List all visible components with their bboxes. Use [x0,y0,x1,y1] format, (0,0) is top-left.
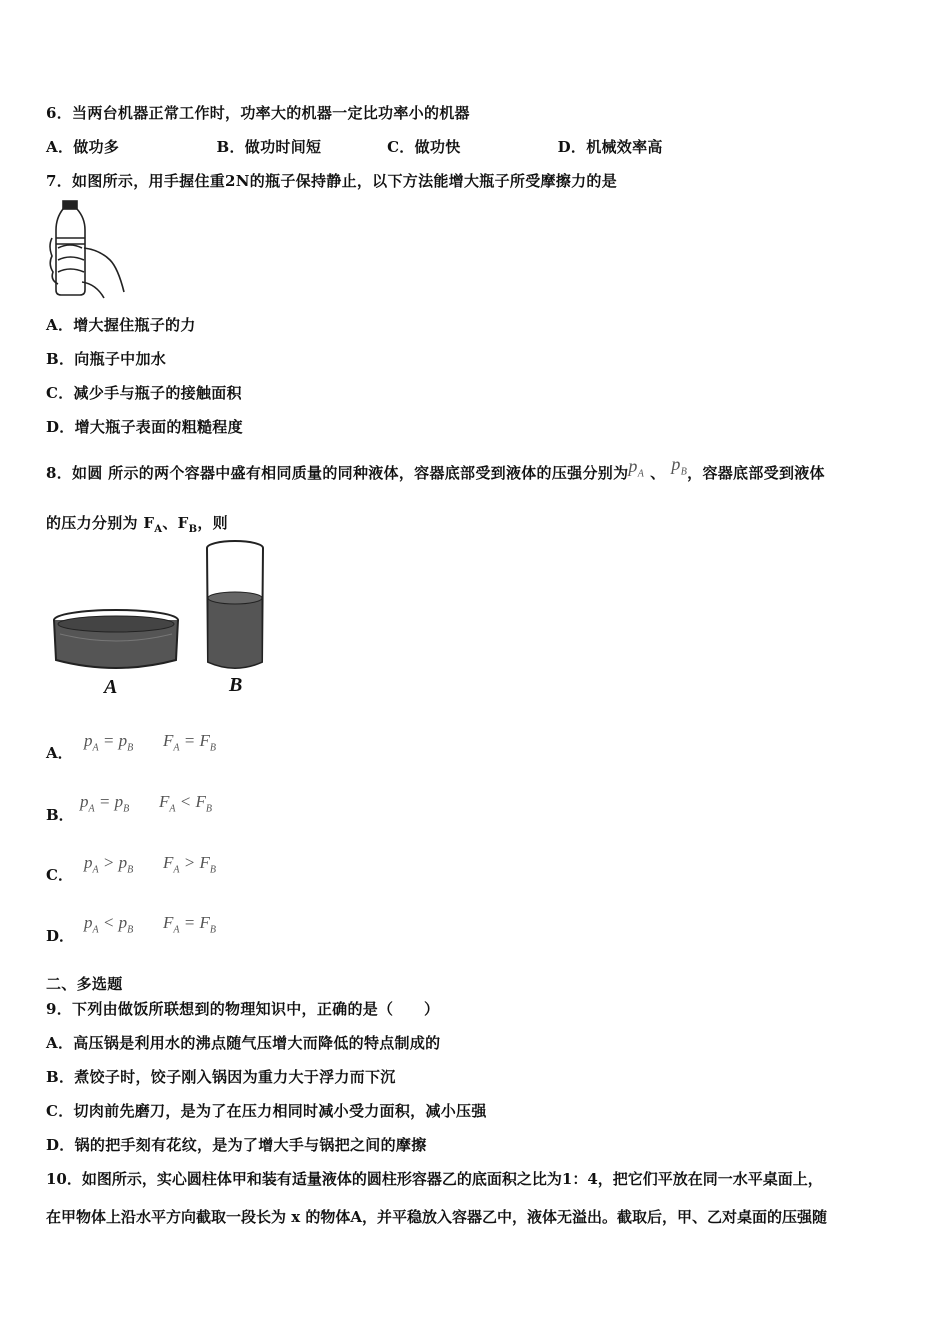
q9-option-c[interactable]: C．切肉前先磨刀，是为了在压力相同时减小受力面积，减小压强 [46,1102,487,1120]
q9-option-a[interactable]: A．高压锅是利用水的沸点随气压增大而降低的特点制成的 [46,1034,441,1052]
q6-options [46,136,663,157]
container-a-label: A [104,676,118,698]
container-a-figure [50,604,182,674]
pb-symbol: $p_B$ [671,454,688,478]
q8-stem: 8．如圆 所示的两个容器中盛有相同质量的同种液体，容器底部受到液体的压强分别为$p_A$ 、 $p_B$，容器底部受到液体 [46,454,825,482]
q8-option-d-math: $p_A < p_B$ $F_A = F_B$ [84,913,216,936]
pa-symbol: $p_A$ [628,456,645,480]
q9-option-b[interactable]: B．煮饺子时，饺子刚入锅因为重力大于浮力而下沉 [46,1068,396,1086]
q7-option-a[interactable]: A．增大握住瓶子的力 [46,316,196,334]
q8-option-c-math: $p_A > p_B$ $F_A > F_B$ [84,853,216,876]
q7-option-c[interactable]: C．减少手与瓶子的接触面积 [46,384,242,402]
q6-option-b[interactable]: B．做功时间短 [216,138,322,156]
q10-stem-line1: 10．如图所示，实心圆柱体甲和装有适量液体的圆柱形容器乙的底面积之比为1：4，把它们平放在同一水平桌面上， [46,1170,823,1188]
q6-option-a[interactable]: A．做功多 [46,138,120,156]
hand-bottle-figure [44,198,128,300]
section-heading: 二、多选题 [46,975,123,993]
q8-stem-line2: 的压力分别为 $F_A$、$F_B$，则 [46,514,228,535]
q8-option-b-math: $p_A = p_B$ $F_A < F_B$ [80,792,212,815]
q6-option-c[interactable]: C．做功快 [387,138,461,156]
q9-stem: 9．下列由做饭所联想到的物理知识中，正确的是（ ） [46,1000,440,1018]
q7-option-b[interactable]: B．向瓶子中加水 [46,350,167,368]
q7-stem: 7．如图所示，用手握住重2N的瓶子保持静止，以下方法能增大瓶子所受摩擦力的是 [46,172,617,190]
container-b-label: B [229,674,243,696]
q8-option-c[interactable]: C． [46,866,73,884]
q6-option-d[interactable]: D．机械效率高 [557,138,663,156]
q8-option-a[interactable]: A． [46,744,73,762]
q8-option-d[interactable]: D． [46,927,75,945]
q8-option-a-math: $p_A = p_B$ $F_A = F_B$ [84,731,216,754]
q9-option-d[interactable]: D．锅的把手刻有花纹，是为了增大手与锅把之间的摩擦 [46,1136,427,1154]
q7-option-d[interactable]: D．增大瓶子表面的粗糙程度 [46,418,243,436]
q10-stem-line2: 在甲物体上沿水平方向截取一段长为 x 的物体A，并平稳放入容器乙中，液体无溢出。截取后，甲、乙对桌面的压强随 [46,1208,828,1226]
q6-stem: 6．当两台机器正常工作时，功率大的机器一定比功率小的机器 [46,104,470,122]
q8-option-b[interactable]: B． [46,806,74,824]
container-b-figure [203,538,267,678]
